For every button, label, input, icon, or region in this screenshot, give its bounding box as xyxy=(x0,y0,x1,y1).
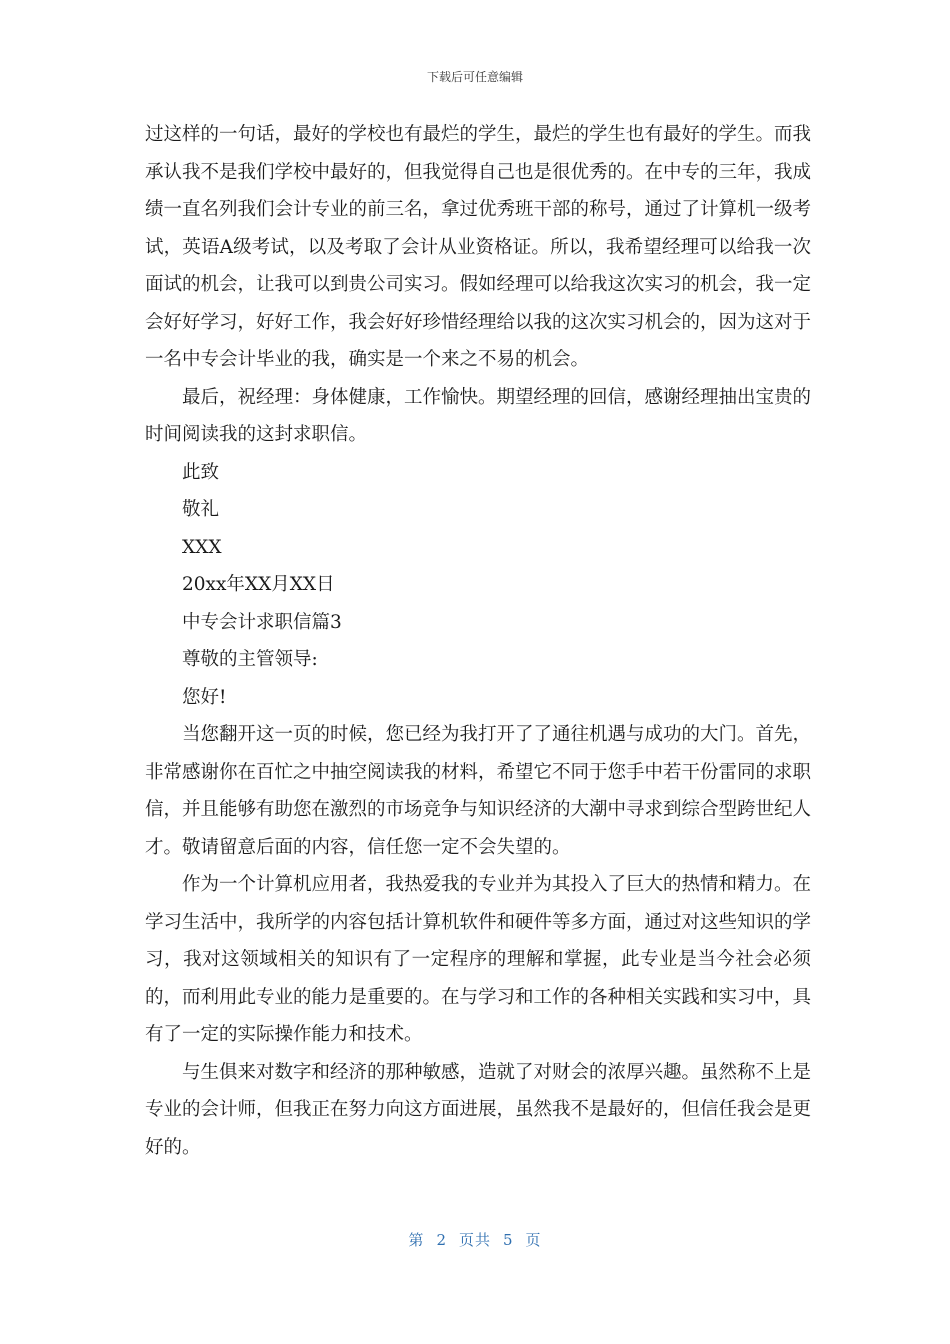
letter-greeting: 您好! xyxy=(182,686,227,708)
footer-label-of: 页共 xyxy=(458,1231,491,1249)
paragraph-interest: 与生俱来对数字和经济的那种敏感，造就了对财会的浓厚兴趣。虽然称不上是专业的会计师，但我正在努力向这方面进展，虽然我不是最好的，但信任我会是更好的。 xyxy=(145,1061,812,1158)
page-header: 下载后可任意编辑 xyxy=(426,70,523,84)
paragraph-continued: 过这样的一句话，最好的学校也有最烂的学生，最烂的学生也有最好的学生。而我承认我不是我们学校中最好的，但我觉得自己也是很优秀的。在中专的三年，我成绩一直名列我们会计专业的前三名，拿过优秀班干部的称号，通过了计算机一级考试，英语A级考试，以及考取了会计从业资格证。所以，我希望经理可以给我一次面试的机会，让我可以到贵公司实习。假如经理可以给我这次实习的机会，我一定会好好学习，好好工作，我会好好珍惜经理给以我的这次实习机会的，因为这对于一名中专会计毕业的我，确实是一个来之不易的机会。 xyxy=(145,124,812,370)
signature-date: 20xx年XX月XX日 xyxy=(182,574,335,595)
footer-label-unit: 页 xyxy=(525,1231,542,1249)
paragraph-skills: 作为一个计算机应用者，我热爱我的专业并为其投入了巨大的热情和精力。在学习生活中，我所学的内容包括计算机软件和硬件等多方面，通过对这些知识的学习，我对这领域相关的知识有了一定程序的理解和掌握，此专业是当今社会必须的，而利用此专业的能力是重要的。在与学习和工作的各种相关实践和实习中，具有了一定的实际操作能力和技术。 xyxy=(145,874,812,1045)
document-body xyxy=(145,116,811,1166)
closing-salutation: 此致 xyxy=(182,461,220,483)
footer-current-page: 2 xyxy=(436,1231,447,1249)
footer-total-pages: 5 xyxy=(503,1231,514,1249)
letter-addressee: 尊敬的主管领导: xyxy=(182,649,318,670)
signature-name: XXX xyxy=(182,536,222,558)
section-title: 中专会计求职信篇3 xyxy=(182,611,342,633)
paragraph-closing-wishes: 最后，祝经理：身体健康，工作愉快。期望经理的回信，感谢经理抽出宝贵的时间阅读我的这封求职信。 xyxy=(145,386,812,445)
closing-regards: 敬礼 xyxy=(182,499,220,520)
paragraph-intro: 当您翻开这一页的时候，您已经为我打开了了通往机遇与成功的大门。首先，非常感谢你在百忙之中抽空阅读我的材料，希望它不同于您手中若干份雷同的求职信，并且能够有助您在激烈的市场竞争与知识经济的大潮中寻求到综合型跨世纪人才。敬请留意后面的内容，信任您一定不会失望的。 xyxy=(145,724,812,858)
page-footer xyxy=(0,1229,950,1250)
footer-label-page: 第 xyxy=(408,1231,425,1249)
